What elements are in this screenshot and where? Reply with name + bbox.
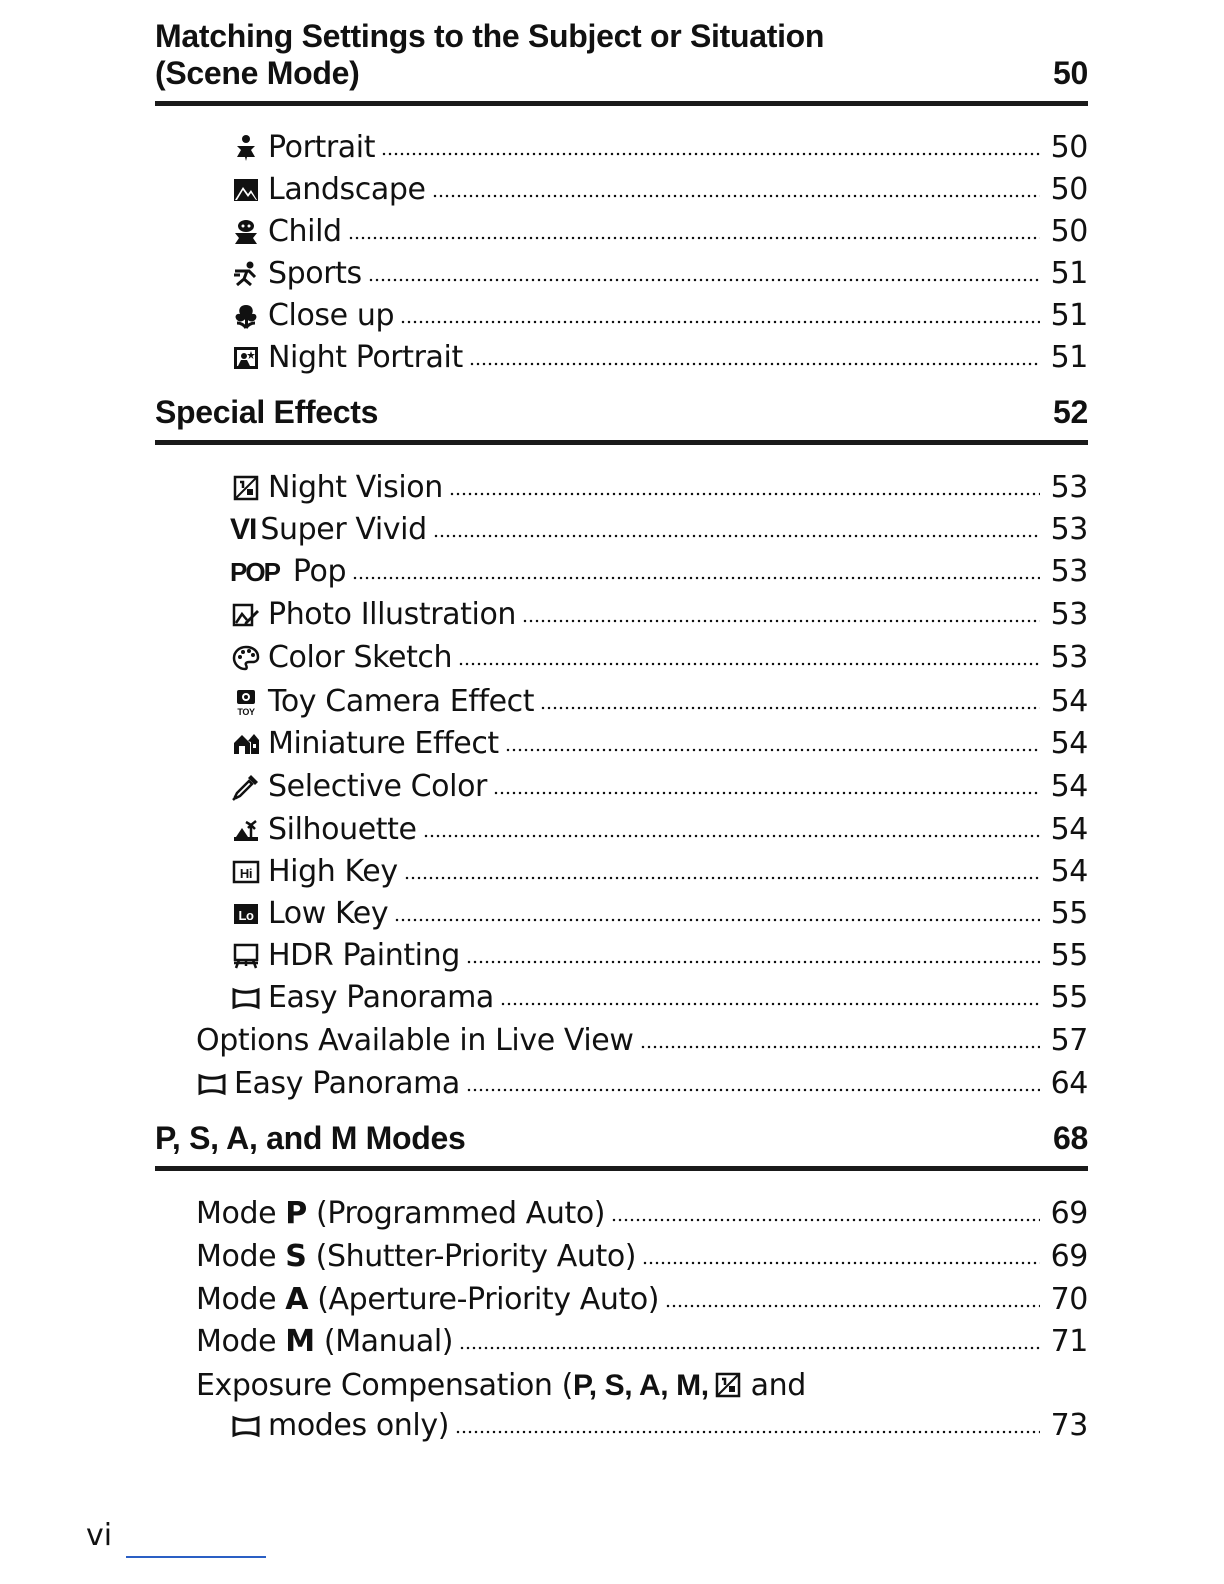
entry-label: Easy Panorama bbox=[268, 980, 494, 1015]
toc-entry-close-up[interactable] bbox=[230, 294, 1088, 336]
toc-entry-mode-s[interactable] bbox=[196, 1235, 1088, 1277]
night-vision-icon bbox=[713, 1370, 745, 1402]
toc-entry-night-vision[interactable] bbox=[230, 466, 1088, 508]
entry-label: Mode M (Manual) bbox=[196, 1324, 454, 1359]
night-portrait-icon bbox=[230, 342, 262, 374]
toc-entry-easy-panorama-2[interactable] bbox=[196, 1062, 1088, 1104]
toc-entry-miniature[interactable] bbox=[230, 722, 1088, 764]
toc-entry-live-view-options[interactable] bbox=[196, 1019, 1088, 1061]
miniature-icon bbox=[230, 728, 262, 760]
entry-label: Easy Panorama bbox=[234, 1066, 460, 1101]
entry-label: Sports bbox=[268, 256, 362, 291]
footer-rule bbox=[126, 1556, 266, 1558]
portrait-icon bbox=[230, 132, 262, 164]
entry-label: Toy Camera Effect bbox=[268, 684, 535, 719]
entry-page: 55 bbox=[1050, 938, 1088, 973]
entry-label-suffix: and bbox=[750, 1368, 806, 1403]
entry-page: 54 bbox=[1050, 769, 1088, 804]
entry-label-bold: P, S, A, M, bbox=[572, 1369, 709, 1402]
entry-page: 57 bbox=[1050, 1023, 1088, 1058]
entry-label: Mode A (Aperture-Priority Auto) bbox=[196, 1282, 660, 1317]
toc-entry-landscape[interactable] bbox=[230, 168, 1088, 210]
toc-entry-mode-a[interactable] bbox=[196, 1278, 1088, 1320]
entry-page: 55 bbox=[1050, 896, 1088, 931]
toc-entry-selective-color[interactable] bbox=[230, 765, 1088, 807]
entry-page: 64 bbox=[1050, 1066, 1088, 1101]
toc-entry-toy-camera[interactable] bbox=[230, 680, 1088, 722]
entry-page: 53 bbox=[1050, 640, 1088, 675]
hdr-painting-icon bbox=[230, 940, 262, 972]
entry-page: 53 bbox=[1050, 554, 1088, 589]
toc-entry-sports[interactable] bbox=[230, 252, 1088, 294]
leader-dots bbox=[522, 619, 1040, 623]
entry-label: Night Vision bbox=[268, 470, 443, 505]
leader-dots bbox=[466, 960, 1040, 964]
entry-page: 54 bbox=[1050, 812, 1088, 847]
section-title-line2: (Scene Mode) bbox=[155, 55, 360, 91]
color-sketch-icon bbox=[230, 642, 262, 674]
leader-dots bbox=[394, 918, 1040, 922]
entry-page: 51 bbox=[1050, 256, 1088, 291]
section-heading-psam-modes bbox=[155, 1120, 1088, 1171]
leader-dots bbox=[423, 834, 1040, 838]
pop-icon: POP bbox=[230, 557, 279, 587]
toc-entry-high-key[interactable] bbox=[230, 850, 1088, 892]
entry-page: 73 bbox=[1050, 1408, 1088, 1443]
entry-label: Night Portrait bbox=[268, 340, 463, 375]
toc-entry-exposure-compensation-line1[interactable] bbox=[196, 1364, 806, 1406]
toc-entry-hdr-painting[interactable] bbox=[230, 934, 1088, 976]
leader-dots bbox=[381, 152, 1040, 156]
leader-dots bbox=[455, 1430, 1040, 1434]
toc-entry-photo-illustration[interactable] bbox=[230, 593, 1088, 635]
leader-dots bbox=[400, 320, 1040, 324]
toc-entry-low-key[interactable] bbox=[230, 892, 1088, 934]
entry-label: Super Vivid bbox=[260, 512, 427, 547]
leader-dots bbox=[404, 876, 1040, 880]
entry-label: Silhouette bbox=[268, 812, 417, 847]
entry-page: 54 bbox=[1050, 726, 1088, 761]
leader-dots bbox=[640, 1045, 1041, 1049]
photo-illustration-icon bbox=[230, 599, 262, 631]
section-title-line1: Matching Settings to the Subject or Situation bbox=[155, 18, 825, 54]
entry-label: HDR Painting bbox=[268, 938, 460, 973]
toc-entry-pop[interactable] bbox=[230, 550, 1088, 592]
super-vivid-icon: VI bbox=[230, 513, 257, 546]
leader-dots bbox=[368, 278, 1040, 282]
entry-page: 50 bbox=[1050, 130, 1088, 165]
section-page: 68 bbox=[1053, 1120, 1088, 1156]
toc-entry-color-sketch[interactable] bbox=[230, 636, 1088, 678]
entry-label: Close up bbox=[268, 298, 395, 333]
entry-page: 54 bbox=[1050, 684, 1088, 719]
section-page: 50 bbox=[1053, 55, 1088, 91]
leader-dots bbox=[642, 1261, 1040, 1265]
toc-entry-silhouette[interactable] bbox=[230, 808, 1088, 850]
entry-label: Low Key bbox=[268, 896, 389, 931]
entry-label: Options Available in Live View bbox=[196, 1023, 634, 1058]
entry-label: Portrait bbox=[268, 130, 376, 165]
entry-page: 69 bbox=[1050, 1196, 1088, 1231]
entry-page: 54 bbox=[1050, 854, 1088, 889]
easy-panorama-icon bbox=[196, 1068, 228, 1100]
toc-entry-mode-p[interactable] bbox=[196, 1192, 1088, 1234]
leader-dots bbox=[459, 1346, 1040, 1350]
entry-label: Color Sketch bbox=[268, 640, 453, 675]
leader-dots bbox=[493, 791, 1040, 795]
toc-entry-easy-panorama[interactable] bbox=[230, 976, 1088, 1018]
entry-label: Child bbox=[268, 214, 342, 249]
easy-panorama-icon bbox=[230, 982, 262, 1014]
entry-page: 70 bbox=[1050, 1282, 1088, 1317]
toc-entry-mode-m[interactable] bbox=[196, 1320, 1088, 1362]
easy-panorama-icon bbox=[230, 1410, 262, 1442]
svg-text:TOY: TOY bbox=[237, 707, 255, 717]
entry-page: 51 bbox=[1050, 298, 1088, 333]
leader-dots bbox=[348, 236, 1040, 240]
entry-label: Exposure Compensation ( bbox=[196, 1368, 573, 1403]
toc-entry-exposure-compensation[interactable] bbox=[230, 1404, 1088, 1446]
child-icon bbox=[230, 216, 262, 248]
entry-page: 51 bbox=[1050, 340, 1088, 375]
entry-page: 69 bbox=[1050, 1239, 1088, 1274]
leader-dots bbox=[500, 1002, 1040, 1006]
selective-color-icon bbox=[230, 771, 262, 803]
entry-label: High Key bbox=[268, 854, 398, 889]
entry-label: modes only) bbox=[268, 1408, 450, 1443]
entry-page: 50 bbox=[1050, 214, 1088, 249]
entry-page: 53 bbox=[1050, 597, 1088, 632]
leader-dots bbox=[665, 1304, 1040, 1308]
svg-text:Lo: Lo bbox=[238, 908, 254, 923]
entry-label: Mode P (Programmed Auto) bbox=[196, 1196, 606, 1231]
entry-label: Pop bbox=[292, 554, 347, 589]
entry-page: 55 bbox=[1050, 980, 1088, 1015]
entry-label: Landscape bbox=[268, 172, 426, 207]
entry-page: 50 bbox=[1050, 172, 1088, 207]
leader-dots bbox=[466, 1088, 1040, 1092]
leader-dots bbox=[432, 194, 1040, 198]
silhouette-icon bbox=[230, 814, 262, 846]
entry-label: Mode S (Shutter-Priority Auto) bbox=[196, 1239, 637, 1274]
low-key-icon bbox=[230, 898, 262, 930]
section-title: P, S, A, and M Modes bbox=[155, 1120, 466, 1156]
leader-dots bbox=[449, 492, 1040, 496]
leader-dots bbox=[433, 534, 1040, 538]
entry-label: Photo Illustration bbox=[268, 597, 517, 632]
toc-entry-night-portrait[interactable] bbox=[230, 336, 1088, 378]
night-vision-icon bbox=[230, 472, 262, 504]
section-page: 52 bbox=[1053, 394, 1088, 430]
section-heading-scene-mode bbox=[155, 18, 1088, 106]
leader-dots bbox=[505, 748, 1040, 752]
svg-text:Hi: Hi bbox=[239, 866, 253, 881]
section-title: Special Effects bbox=[155, 394, 379, 430]
leader-dots bbox=[458, 662, 1040, 666]
landscape-icon bbox=[230, 174, 262, 206]
entry-label: Selective Color bbox=[268, 769, 487, 804]
toy-camera-icon bbox=[230, 686, 262, 718]
leader-dots bbox=[611, 1218, 1040, 1222]
high-key-icon bbox=[230, 856, 262, 888]
leader-dots bbox=[540, 706, 1040, 710]
sports-icon bbox=[230, 258, 262, 290]
entry-page: 53 bbox=[1050, 470, 1088, 505]
close-up-icon bbox=[230, 300, 262, 332]
entry-page: 53 bbox=[1050, 512, 1088, 547]
section-heading-special-effects bbox=[155, 394, 1088, 445]
toc-entry-super-vivid[interactable] bbox=[230, 508, 1088, 550]
entry-label: Miniature Effect bbox=[268, 726, 499, 761]
leader-dots bbox=[469, 362, 1040, 366]
page-number: vi bbox=[86, 1518, 113, 1553]
toc-entry-child[interactable] bbox=[230, 210, 1088, 252]
entry-page: 71 bbox=[1050, 1324, 1088, 1359]
leader-dots bbox=[352, 576, 1040, 580]
toc-entry-portrait[interactable] bbox=[230, 126, 1088, 168]
